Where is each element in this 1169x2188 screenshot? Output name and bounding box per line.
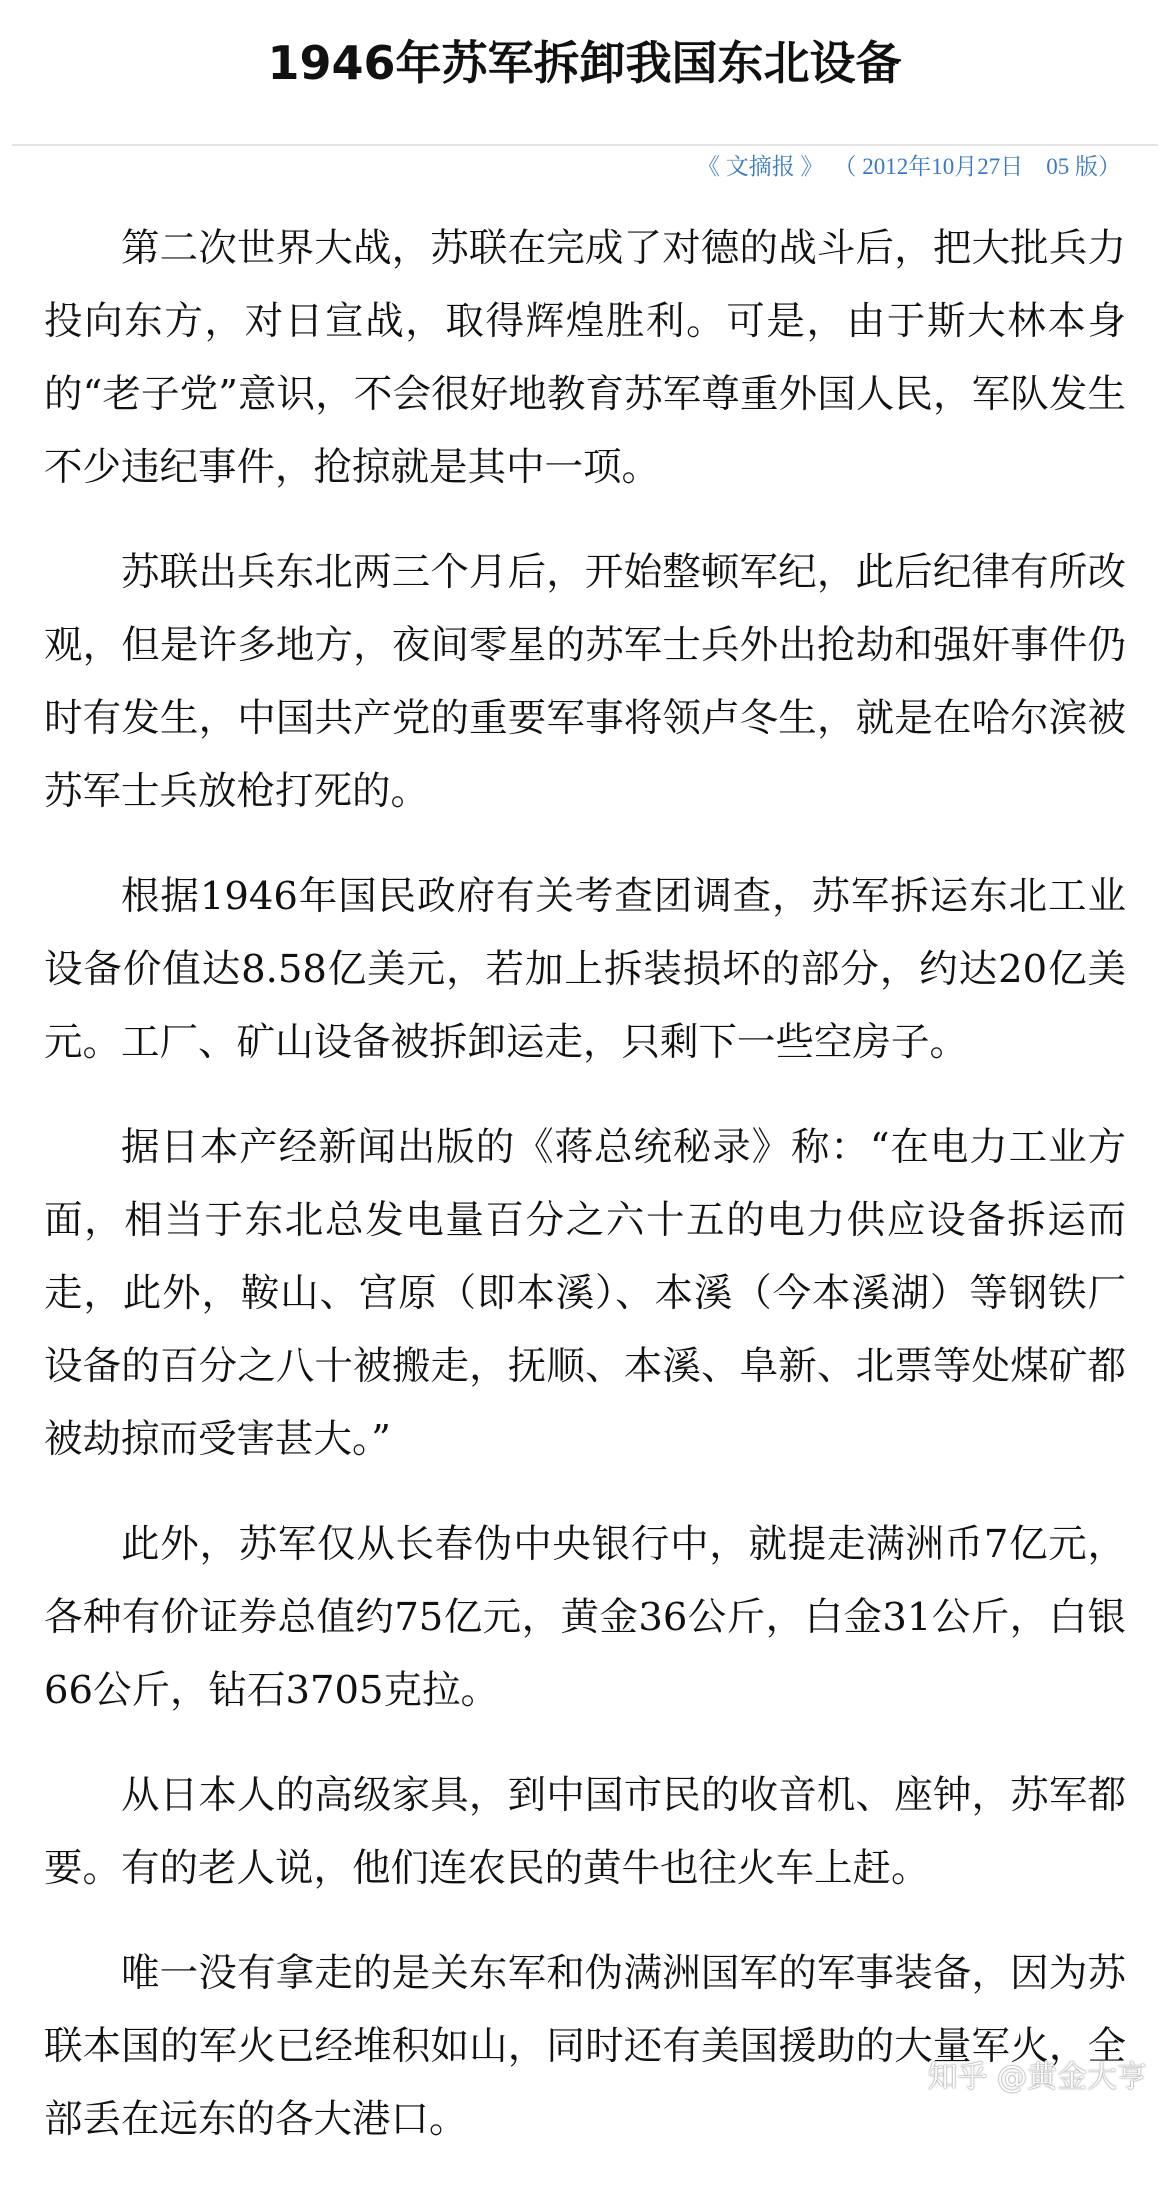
article-paragraph: 唯一没有拿走的是关东军和伪满洲国军的军事装备，因为苏联本国的军火已经堆积如山，同时还有美国援助的大量军火，全部丢在远东的各大港口。: [44, 1951, 1126, 2142]
article-paragraph: 苏联出兵东北两三个月后，开始整顿军纪，此后纪律有所改观，但是许多地方，夜间零星的苏军士兵外出抢劫和强奸事件仍时有发生，中国共产党的重要军事将领卢冬生，就是在哈尔滨被苏军士兵放枪打死的。: [44, 550, 1126, 814]
title-divider: [12, 144, 1158, 146]
article-paragraph: 据日本产经新闻出版的《蒋总统秘录》称：“在电力工业方面，相当于东北总发电量百分之六十五的电力供应设备拆运而走，此外，鞍山、宫原（即本溪）、本溪（今本溪湖）等钢铁厂设备的百分之八十被搬走，抚顺、本溪、阜新、北票等处煤矿都被劫掠而受害甚大。”: [44, 1125, 1126, 1462]
article-paragraph: 此外，苏军仅从长春伪中央银行中，就提走满洲币7亿元，各种有价证券总值约75亿元，黄金36公斤，白金31公斤，白银66公斤，钻石3705克拉。: [44, 1522, 1126, 1713]
source-publication-link[interactable]: 《 文摘报 》: [697, 154, 824, 179]
article-body: [44, 212, 1126, 2188]
source-issue-date: （ 2012年10月27日 05 版）: [833, 154, 1121, 179]
zhihu-watermark: 知乎 @黄金大亨: [927, 2060, 1147, 2095]
article-source: [697, 150, 1121, 184]
article-paragraph: 第二次世界大战，苏联在完成了对德的战斗后，把大批兵力投向东方，对日宣战，取得辉煌胜利。可是，由于斯大林本身的“老子党”意识，不会很好地教育苏军尊重外国人民，军队发生不少违纪事件，抢掠就是其中一项。: [44, 226, 1126, 490]
article-paragraph: 从日本人的高级家具，到中国市民的收音机、座钟，苏军都要。有的老人说，他们连农民的黄牛也往火车上赶。: [44, 1773, 1126, 1891]
article-title: 1946年苏军拆卸我国东北设备: [267, 36, 902, 90]
article-paragraph: 根据1946年国民政府有关考查团调查，苏军拆运东北工业设备价值达8.58亿美元，若加上拆装损坏的部分，约达20亿美元。工厂、矿山设备被拆卸运走，只剩下一些空房子。: [44, 874, 1126, 1065]
